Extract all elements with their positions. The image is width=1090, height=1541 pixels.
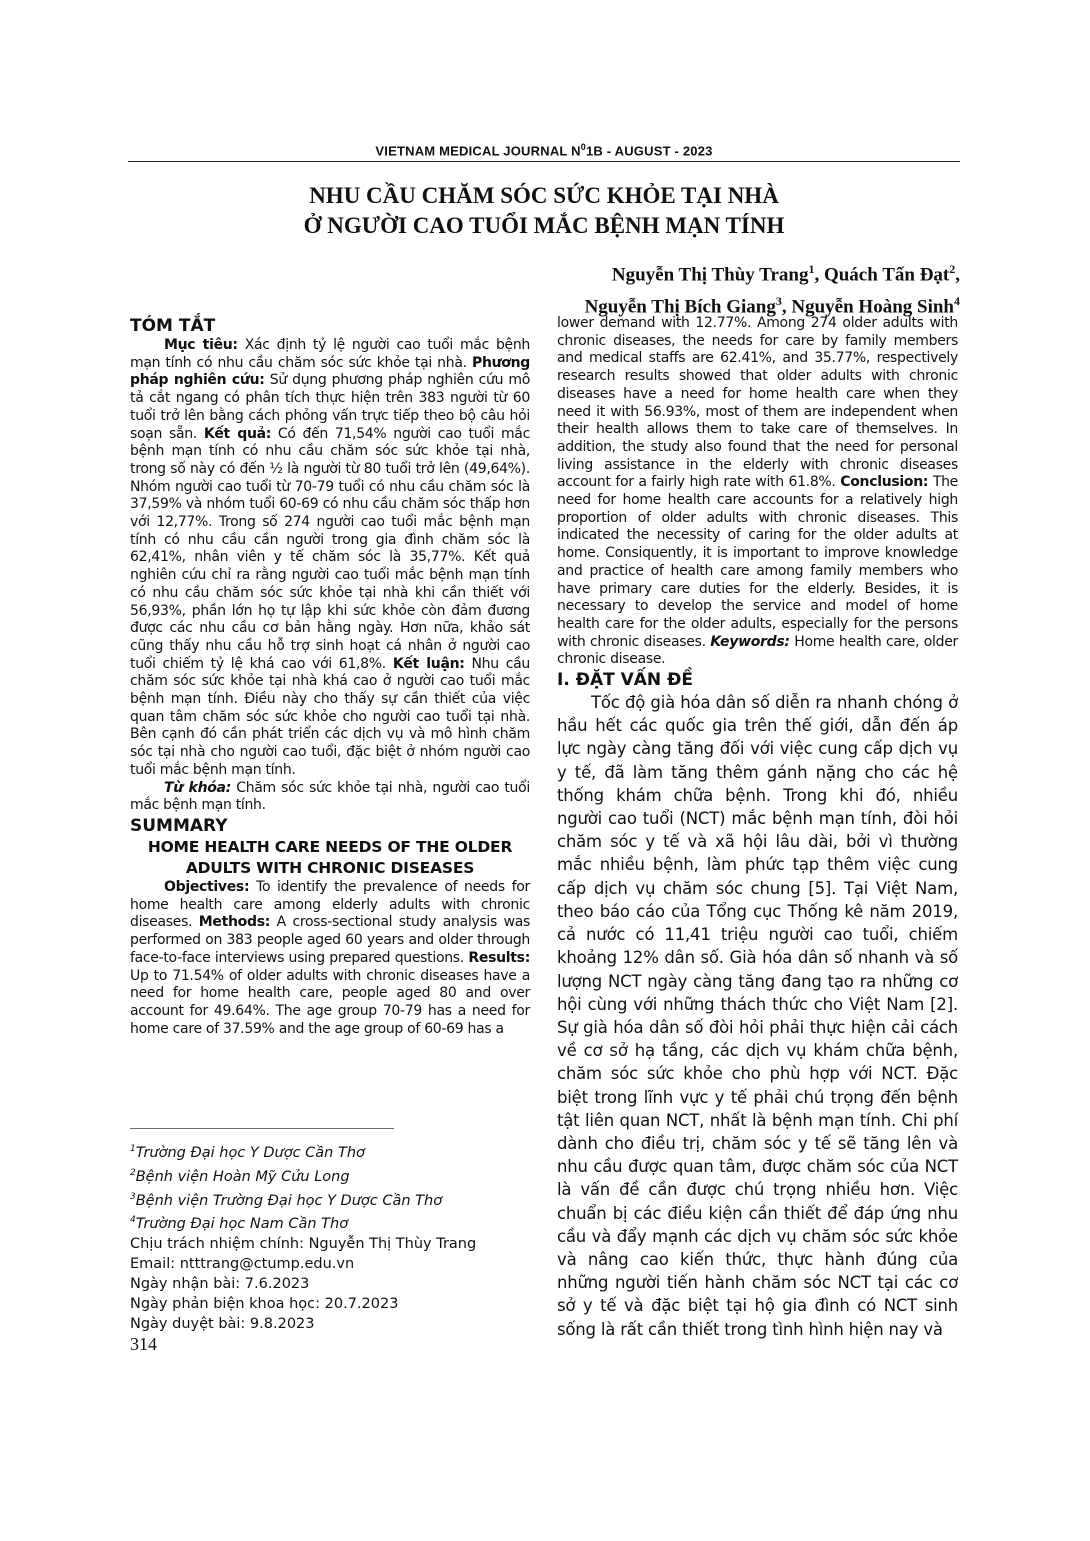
footnote-divider xyxy=(130,1128,394,1129)
journal-header xyxy=(128,142,960,162)
author-name: Nguyễn Hoàng Sinh xyxy=(791,296,954,318)
methods-label: Phương pháp nghiên cứu: xyxy=(130,354,530,389)
author-separator: , xyxy=(781,296,792,318)
summary-keywords-text: Home health care, older chronic disease. xyxy=(557,633,958,668)
conclusion-text: Nhu cầu chăm sóc sức khỏe tại nhà khá cao ở người cao tuổi mắc bệnh mạn tính. Điều này cho thấy sự cần thiết của việc quan tâm chăm sóc sức khỏe cho người cao tuổi tại nhà. Bên cạnh đó cần phát triển các dịch vụ và mô hình chăm sóc tại nhà cho người cao tuổi, đặc biệt ở nhóm người cao tuổi mắc bệnh mạn tính. xyxy=(130,655,530,778)
summary-title xyxy=(130,837,530,879)
conclusion-label: Kết luận: xyxy=(392,655,465,672)
summary-keywords-label: Keywords: xyxy=(710,633,790,650)
summary-results-text: Up to 71.54% of older adults with chronic diseases have a need for home health care, people aged 80 and over account for 49.64%. The age group 70-79 has a need for home care of 37.59% and the age group of 60-69 has a xyxy=(130,967,530,1037)
intro-heading: I. ĐẶT VẤN ĐỀ xyxy=(557,670,693,691)
affiliation-sup: 4 xyxy=(130,1215,136,1226)
summary-methods-label: Methods: xyxy=(198,914,271,931)
objective-text: Xác định tỷ lệ người cao tuổi mắc bệnh mạn tính có nhu cầu chăm sóc sức khỏe tại nhà. xyxy=(130,337,530,371)
author-line-1 xyxy=(470,256,960,288)
affiliation-text: Bệnh viện Hoàn Mỹ Cửu Long xyxy=(135,1168,350,1185)
results-label: Kết quả: xyxy=(203,425,272,442)
affiliation-footnote xyxy=(130,1139,530,1163)
affiliation-text: Trường Đại học Nam Cần Thơ xyxy=(135,1216,349,1233)
author-name: Nguyễn Thị Thùy Trang xyxy=(611,264,809,286)
tomtat-paragraph xyxy=(130,337,530,780)
left-column xyxy=(130,315,530,1038)
summary-title-line-2: ADULTS WITH CHRONIC DISEASES xyxy=(185,858,475,877)
affiliation-sup: 1 xyxy=(130,1144,136,1154)
affiliation-footnote xyxy=(130,1210,530,1234)
received-date: Ngày nhận bài: 7.6.2023 xyxy=(130,1276,310,1293)
summary-objectives-text: To identify the prevalence of needs for home health care among elderly adults with chronic diseases. xyxy=(130,878,530,931)
summary-paragraph-right xyxy=(557,315,958,669)
summary-conclusion-text: The need for home health care accounts for a relatively high proportion of older adults with chronic diseases. This indicated the necessity of caring for the older adults at home. Consiquently, it is important to improve knowledge and practice of health care among family members who have primary care duties for the elderly. Besides, it is necessary to develop the service and model of home health care for the older adults, especially for the persons with chronic diseases. xyxy=(557,474,958,650)
summary-objectives-label: Objectives: xyxy=(164,878,250,895)
author-name: Quách Tấn Đạt xyxy=(823,264,950,286)
author-separator: , xyxy=(955,264,960,286)
article-title xyxy=(128,181,960,241)
keywords-text: Chăm sóc sức khỏe tại nhà, người cao tuổi mắc bệnh mạn tính. xyxy=(130,779,530,814)
author-affiliation-sup: 1 xyxy=(808,262,815,276)
summary-continuation xyxy=(557,315,958,669)
footnotes xyxy=(130,1128,530,1334)
objective-label: Mục tiêu: xyxy=(164,337,238,353)
author-list xyxy=(470,256,960,321)
right-column xyxy=(557,315,958,1341)
affiliation-text: Bệnh viện Trường Đại học Y Dược Cần Thơ xyxy=(135,1192,443,1209)
tomtat-keywords xyxy=(130,780,530,815)
journal-issue-sup: 0 xyxy=(580,142,586,152)
title-line-1: NHU CẦU CHĂM SÓC SỨC KHỎE TẠI NHÀ xyxy=(309,183,779,208)
methods-text: Sử dụng phương pháp nghiên cứu mô tả cắt ngang có phân tích thực hiện trên 383 người từ 60 tuổi trở lên bằng cách phỏng vấn trực tiếp theo bộ câu hỏi soạn sẵn. xyxy=(130,372,530,442)
summary-heading: SUMMARY xyxy=(130,815,228,836)
author-affiliation-sup: 2 xyxy=(949,262,956,276)
affiliation-footnote xyxy=(130,1187,530,1211)
tomtat-heading: TÓM TẮT xyxy=(130,316,216,336)
summary-title-line-1: HOME HEALTH CARE NEEDS OF THE OLDER xyxy=(147,837,513,856)
summary-paragraph-left xyxy=(130,879,530,1038)
affiliation-footnote xyxy=(130,1163,530,1187)
results-text: Có đến 71,54% người cao tuổi mắc bệnh mạn tính có nhu cầu chăm sóc sức khỏe tại nhà, trong số này có đến ½ là người từ 80 tuổi trở lên (49,64%). Nhóm người cao tuổi từ 70-79 tuổi có nhu cầu chăm sóc là 37,59% và nhóm tuổi 60-69 có nhu cầu chăm sóc thấp hơn với 12,77%. Trong số 274 người cao tuổi mắc bệnh mạn tính có nhu cầu cần người trong gia đình chăm sóc là 62,41%, nhân viên y tế chăm sóc là 35,77%. Kết quả nghiên cứu chỉ ra rằng người cao tuổi mắc bệnh mạn tính có nhu cầu chăm sóc sức khỏe tại nhà khi cần thiết với 56,93%, phần lớn họ tự lập khi sức khỏe còn đảm đương được các nhu cầu cơ bản hằng ngày. Hơn nữa, khảo sát cũng thấy nhu cầu hỗ trợ sinh hoạt cá nhân ở người cao tuổi chiếm tỷ lệ khá cao với 61,8%. xyxy=(130,425,530,672)
summary-methods-text: A cross-sectional study analysis was performed on 383 people aged 60 years and older through face-to-face interviews using prepared questions. xyxy=(130,914,530,966)
journal-name-prefix: VIETNAM MEDICAL JOURNAL N xyxy=(375,143,581,159)
author-affiliation-sup: 4 xyxy=(954,294,960,309)
author-name: Nguyễn Thị Bích Giang xyxy=(584,296,776,318)
corresponding-author: Chịu trách nhiệm chính: Nguyễn Thị Thùy Trang xyxy=(130,1236,477,1253)
summary-conclusion-label: Conclusion: xyxy=(840,474,929,491)
journal-name-suffix: 1B - AUGUST - 2023 xyxy=(585,143,713,159)
corresponding-email: Email: ntttrang@ctump.edu.vn xyxy=(130,1256,355,1273)
title-line-2: Ở NGƯỜI CAO TUỔI MẮC BỆNH MẠN TÍNH xyxy=(303,213,785,238)
author-affiliation-sup: 3 xyxy=(775,294,782,309)
keywords-label: Từ khóa: xyxy=(164,779,231,796)
intro-paragraph: Tốc độ già hóa dân số diễn ra nhanh chóng ở hầu hết các quốc gia trên thế giới, dẫn đến áp lực ngày càng tăng đối với việc cung cấp dịch vụ y tế, đã làm tăng thêm gánh nặng cho các hệ thống khám chữa bệnh. Trong khi đó, nhiều người cao tuổi (NCT) mắc bệnh mạn tính, đòi hỏi chăm sóc y tế và xã hội lâu dài, bởi vì thường mắc nhiều bệnh, làm phức tạp thêm việc cung cấp dịch vụ chăm sóc chung [5]. Tại Việt Nam, theo báo cáo của Tổng cục Thống kê năm 2019, cả nước có 11,41 triệu người cao tuổi, chiếm khoảng 12% dân số. Già hóa dân số nhanh và số lượng NCT ngày càng tăng đang tạo ra những cơ hội cùng với những thách thức cho Việt Nam [2]. Sự già hóa dân số đòi hỏi phải thực hiện cải cách về cơ sở hạ tầng, các dịch vụ khám chữa bệnh, chăm sóc sức khỏe cho phù hợp với NCT. Đặc biệt trong lĩnh vực y tế phải chú trọng đến bệnh tật liên quan NCT, nhất là bệnh mạn tính. Chi phí dành cho điều trị, chăm sóc y tế sẽ tăng lên và nhu cầu được quan tâm, được chăm sóc của NCT là vấn đề cần được chú trọng nhiều hơn. Việc chuẩn bị các điều kiện cần thiết để đáp ứng nhu cầu và đẩy mạnh các dịch vụ chăm sóc sức khỏe và nâng cao kiến thức, thực hành đúng của những người tiến hành chăm sóc NCT tại các cơ sở y tế và đặc biệt tại hộ gia đình có NCT sinh sống là rất cần thiết trong tình hình hiện nay và xyxy=(557,693,958,1339)
page-number: 314 xyxy=(130,1334,157,1354)
accepted-date: Ngày duyệt bài: 9.8.2023 xyxy=(130,1316,315,1333)
affiliation-sup: 3 xyxy=(130,1191,136,1202)
author-separator: , xyxy=(814,264,824,286)
review-date: Ngày phản biện khoa học: 20.7.2023 xyxy=(130,1296,399,1313)
summary-results-label: Results: xyxy=(468,949,530,966)
affiliation-sup: 2 xyxy=(130,1167,136,1178)
summary-results-continued: lower demand with 12.77%. Among 274 older adults with chronic diseases, the needs for care by family members and medical staffs are 62.41%, and 35.77%, respectively research results showed that older adults with chronic diseases have a need for home health care when they need it with 56.93%, most of them are independent when their health allows them to take care of themselves. In addition, the study also found that the need for personal living assistance in the elderly with chronic diseases account for a fairly high rate with 61.8%. xyxy=(557,315,958,491)
affiliation-text: Trường Đại học Y Dược Cần Thơ xyxy=(135,1144,365,1161)
